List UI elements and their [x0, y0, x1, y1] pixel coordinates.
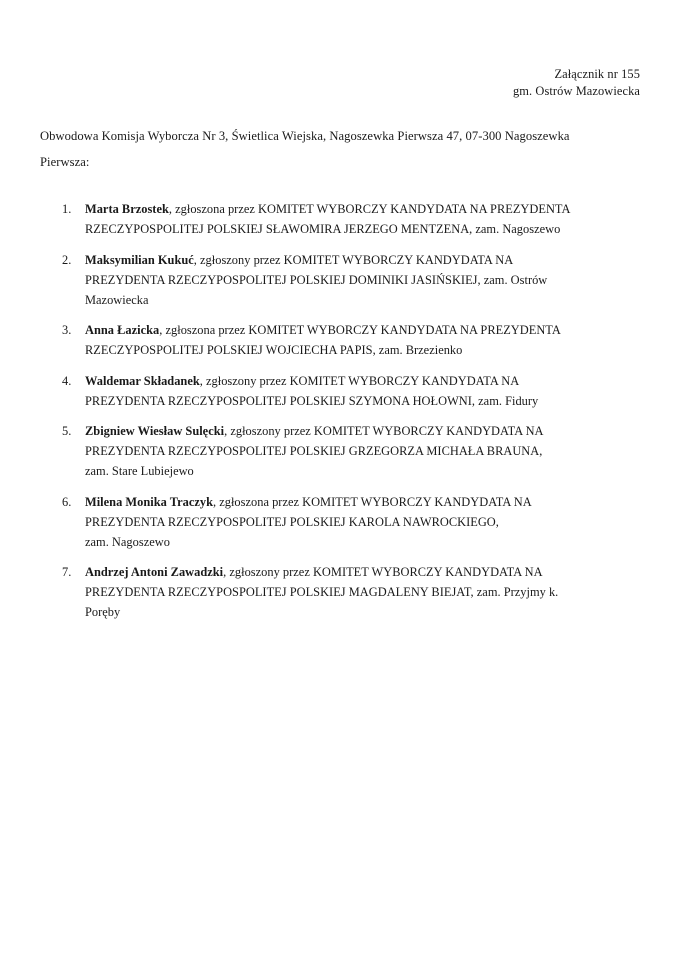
list-item-line-2: PREZYDENTA RZECZYPOSPOLITEJ POLSKIEJ KAROLA NAWROCKIEGO, [85, 514, 499, 529]
member-line-1-rest: , zgłoszony przez KOMITET WYBORCZY KANDYDATA NA [193, 252, 514, 267]
list-item-line-2: RZECZYPOSPOLITEJ POLSKIEJ SŁAWOMIRA JERZEGO MENTZENA, zam. Nagoszewo [85, 222, 561, 236]
member-line-1-rest: , zgłoszona przez KOMITET WYBORCZY KANDYDATA NA PREZYDENTA [168, 202, 571, 216]
list-item-number: 2. [62, 252, 72, 267]
list-item [0, 421, 679, 481]
list-item [0, 320, 679, 360]
member-name: Milena Monika Traczyk [85, 494, 213, 509]
member-name: Maksymilian Kukuć [85, 252, 194, 267]
list-item-line-3: Poręby [85, 605, 121, 619]
commission-intro-line-1: Obwodowa Komisja Wyborcza Nr 3, Świetlica Wiejska, Nagoszewka Pierwsza 47, 07-300 Nagoszewka [40, 129, 570, 143]
list-item-line-2: PREZYDENTA RZECZYPOSPOLITEJ POLSKIEJ DOMINIKI JASIŃSKIEJ, zam. Ostrów [85, 272, 548, 287]
list-item-number: 6. [62, 494, 72, 509]
list-item-line-1 [85, 250, 655, 270]
member-line-1-rest: , zgłoszony przez KOMITET WYBORCZY KANDYDATA NA [199, 373, 520, 388]
list-item-number: 5. [62, 424, 72, 438]
attachment-label: Załącznik nr 155 [554, 67, 640, 81]
document-header [513, 66, 640, 100]
list-item-line-1 [85, 371, 655, 391]
list-item-line-1 [85, 421, 655, 441]
municipality-label: gm. Ostrów Mazowiecka [512, 84, 640, 98]
list-item [0, 199, 679, 239]
member-name: Marta Brzostek [85, 202, 169, 216]
list-item-line-3: zam. Stare Lubiejewo [85, 464, 194, 478]
list-item-number: 7. [62, 565, 72, 579]
list-item-line-1 [85, 562, 655, 582]
member-name: Zbigniew Wiesław Sulęcki [85, 424, 225, 438]
member-name: Andrzej Antoni Zawadzki [85, 565, 224, 579]
commission-intro [40, 123, 640, 175]
member-list [0, 199, 679, 633]
member-line-1-rest: , zgłoszona przez KOMITET WYBORCZY KANDYDATA NA [213, 494, 532, 509]
list-item-line-2: RZECZYPOSPOLITEJ POLSKIEJ WOJCIECHA PAPIS, zam. Brzezienko [85, 343, 463, 357]
list-item-line-2: PREZYDENTA RZECZYPOSPOLITEJ POLSKIEJ GRZEGORZA MICHAŁA BRAUNA, [85, 444, 543, 458]
list-item [0, 492, 679, 552]
member-name: Waldemar Składanek [85, 373, 200, 388]
member-line-1-rest: , zgłoszona przez KOMITET WYBORCZY KANDYDATA NA PREZYDENTA [159, 323, 561, 337]
list-item-line-3: zam. Nagoszewo [85, 534, 170, 549]
member-line-1-rest: , zgłoszony przez KOMITET WYBORCZY KANDYDATA NA [224, 424, 544, 438]
list-item-number: 3. [62, 323, 72, 337]
list-item-line-3: Mazowiecka [85, 292, 149, 307]
list-item-line-1 [85, 492, 655, 512]
member-line-1-rest: , zgłoszony przez KOMITET WYBORCZY KANDYDATA NA [223, 565, 543, 579]
list-item-line-2: PREZYDENTA RZECZYPOSPOLITEJ POLSKIEJ SZYMONA HOŁOWNI, zam. Fidury [85, 393, 539, 408]
list-item [0, 371, 679, 411]
list-item-line-1 [85, 199, 655, 219]
member-name: Anna Łazicka [85, 323, 160, 337]
commission-intro-line-2: Pierwsza: [40, 155, 90, 169]
list-item [0, 562, 679, 622]
list-item [0, 250, 679, 310]
list-item-line-1 [85, 320, 655, 340]
list-item-line-2: PREZYDENTA RZECZYPOSPOLITEJ POLSKIEJ MAGDALENY BIEJAT, zam. Przyjmy k. [85, 585, 559, 599]
list-item-number: 1. [62, 202, 72, 216]
list-item-number: 4. [62, 373, 72, 388]
